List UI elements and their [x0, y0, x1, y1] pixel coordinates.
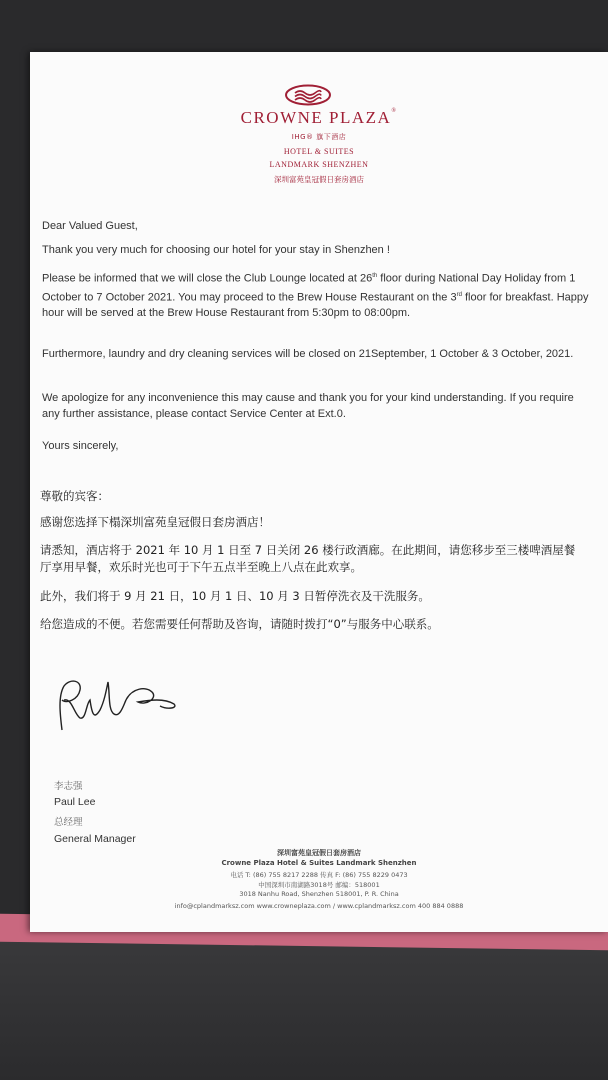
footer-hotel-name: Crowne Plaza Hotel & Suites Landmark Shenzhen — [221, 859, 417, 867]
signatory-title: General Manager — [54, 833, 136, 845]
table-surface — [0, 930, 608, 1080]
letter-paragraph-4: We apologize for any inconvenience this may cause and thank you for your kind understanding. If you require any further assistance, please contact Service Center at Ext.0. — [42, 392, 574, 420]
signatory-name-cn: 李志强 — [54, 781, 83, 792]
hotel-name-cn: 深圳富苑皇冠假日套房酒店 — [274, 175, 364, 184]
letter-cn-greeting: 尊敬的宾客： — [40, 489, 109, 503]
handwritten-signature-icon — [50, 674, 190, 738]
hotel-location: LANDMARK SHENZHEN — [269, 160, 369, 169]
footer-web-contact: info@cplandmarksz.com www.crowneplaza.com / www.cplandmarksz.com 400 884 0888 — [174, 902, 464, 910]
letter-cn-paragraph-4: 给您造成的不便。若您需要任何帮助及咨询，请随时拨打“0”与服务中心联系。 — [40, 617, 439, 631]
letter-cn-paragraph-2: 请悉知，酒店将于 2021 年 10 月 1 日至 7 日关闭 26 楼行政酒廊。在此期间，请您移步至三楼啤酒屋餐厅享用早餐，欢乐时光也可于下午五点半至晚上八点在此欢享。 — [40, 543, 576, 574]
crowne-plaza-logo-icon — [284, 84, 332, 106]
footer-hotel-name-cn: 深圳富苑皇冠假日套房酒店 — [277, 849, 361, 857]
signatory-name: Paul Lee — [54, 796, 96, 808]
letter-cn-paragraph-3: 此外，我们将于 9 月 21 日，10 月 1 日、10 月 3 日暂停洗衣及干洗服务。 — [40, 589, 430, 603]
letter-paper — [30, 52, 608, 932]
letter-cn-paragraph-1: 感谢您选择下榻深圳富苑皇冠假日套房酒店！ — [40, 515, 270, 529]
footer-phone: 电话 T: (86) 755 8217 2288 传真 F: (86) 755 8229 0473 — [230, 871, 408, 879]
hotel-type: HOTEL & SUITES — [283, 147, 355, 156]
letter-paragraph-2: Please be informed that we will close the Club Lounge located at 26th floor during National Day Holiday from 1 October to 7 October 2021. You may proceed to the Brew House Restaurant on the 3rd floor for breakfast. Happy hour will be served at the Brew House Restaurant from 5:30pm to 08:00pm. — [42, 272, 589, 320]
brand-name: CROWNE PLAZA® — [240, 108, 398, 127]
letter-closing: Yours sincerely, — [42, 440, 119, 452]
letter-paragraph-1: Thank you very much for choosing our hotel for your stay in Shenzhen ! — [42, 244, 390, 256]
signatory-title-cn: 总经理 — [54, 817, 83, 828]
letter-greeting: Dear Valued Guest, — [42, 220, 138, 232]
footer-address-cn: 中国深圳市南湖路3018号 邮编：518001 — [258, 881, 380, 889]
sub-brand: IHG® 旗下酒店 — [291, 133, 347, 141]
footer-address: 3018 Nanhu Road, Shenzhen 518001, P. R. China — [239, 890, 399, 898]
letter-paragraph-3: Furthermore, laundry and dry cleaning services will be closed on 21September, 1 October & 3 October, 2021. — [42, 348, 574, 360]
